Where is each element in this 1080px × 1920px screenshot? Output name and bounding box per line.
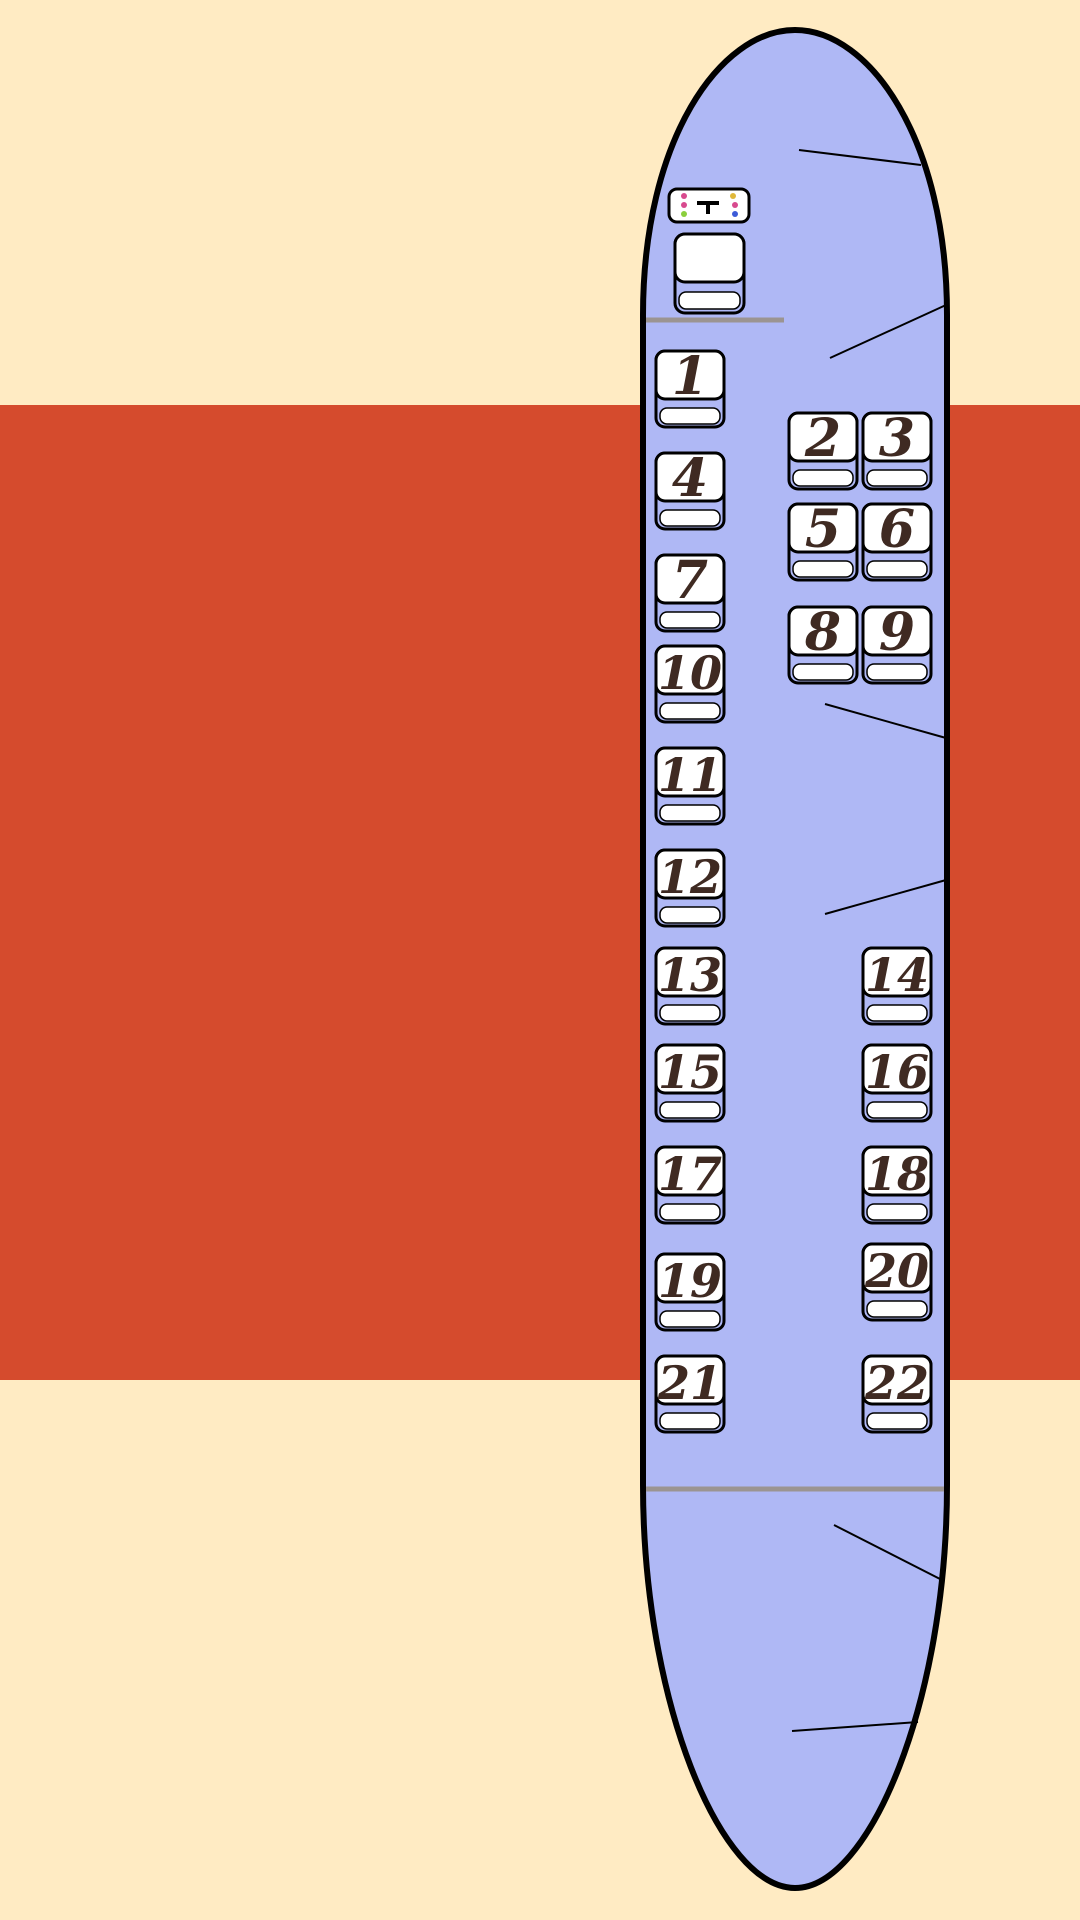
seat-number: 7 xyxy=(671,550,709,611)
seat-cushion xyxy=(867,561,927,577)
seat-cushion xyxy=(867,664,927,680)
seat-cushion xyxy=(660,703,720,719)
seat-20[interactable] xyxy=(863,1244,931,1320)
seat-22[interactable] xyxy=(863,1356,931,1432)
seat-18[interactable] xyxy=(863,1147,931,1223)
seat-number: 11 xyxy=(657,748,723,802)
seat-number: 3 xyxy=(878,408,916,469)
driver-area xyxy=(669,189,749,313)
seat-7[interactable] xyxy=(656,550,724,631)
seat-number: 5 xyxy=(804,499,842,560)
seat-cushion xyxy=(867,1413,927,1429)
seat-cushion xyxy=(793,561,853,577)
seat-8[interactable] xyxy=(789,602,857,683)
seat-number: 19 xyxy=(657,1254,723,1308)
seat-cushion xyxy=(660,805,720,821)
seat-number: 17 xyxy=(657,1147,723,1201)
seat-1[interactable] xyxy=(656,346,724,427)
seat-12[interactable] xyxy=(656,850,724,926)
seat-cushion xyxy=(660,612,720,628)
seat-14[interactable] xyxy=(863,948,931,1024)
seat-cushion xyxy=(660,1102,720,1118)
seat-6[interactable] xyxy=(863,499,931,580)
seat-4[interactable] xyxy=(656,448,724,529)
seat-5[interactable] xyxy=(789,499,857,580)
seat-2[interactable] xyxy=(789,408,857,489)
seat-number: 9 xyxy=(878,602,916,663)
seat-13[interactable] xyxy=(656,948,724,1024)
seat-cushion xyxy=(867,1005,927,1021)
seat-cushion xyxy=(660,1413,720,1429)
seat-number: 20 xyxy=(864,1244,930,1298)
seat-21[interactable] xyxy=(656,1356,724,1432)
seat-number: 15 xyxy=(657,1045,723,1099)
seat-9[interactable] xyxy=(863,602,931,683)
seat-number: 2 xyxy=(804,408,842,469)
seat-number: 8 xyxy=(804,602,842,663)
seat-number: 18 xyxy=(864,1147,930,1201)
seat-cushion xyxy=(867,1301,927,1317)
seat-15[interactable] xyxy=(656,1045,724,1121)
seat-17[interactable] xyxy=(656,1147,724,1223)
seat-number: 22 xyxy=(864,1356,930,1410)
seat-3[interactable] xyxy=(863,408,931,489)
seat-cushion xyxy=(660,1005,720,1021)
seat-cushion xyxy=(867,470,927,486)
seat-number: 14 xyxy=(864,948,930,1002)
seat-16[interactable] xyxy=(863,1045,931,1121)
seat-number: 12 xyxy=(657,850,723,904)
seat-19[interactable] xyxy=(656,1254,724,1330)
seat-number: 21 xyxy=(657,1356,723,1410)
seat-cushion xyxy=(660,510,720,526)
seat-cushion xyxy=(867,1102,927,1118)
driver-seat xyxy=(675,234,744,313)
seat-number: 13 xyxy=(657,948,723,1002)
seat-10[interactable] xyxy=(656,646,724,722)
seat-number: 10 xyxy=(657,646,723,700)
seat-11[interactable] xyxy=(656,748,724,824)
seat-number: 16 xyxy=(864,1045,930,1099)
seat-number: 1 xyxy=(671,346,709,407)
seat-cushion xyxy=(793,664,853,680)
seat-cushion xyxy=(660,907,720,923)
seat-cushion xyxy=(660,1311,720,1327)
seat-cushion xyxy=(867,1204,927,1220)
seat-number: 6 xyxy=(878,499,916,560)
seat-cushion xyxy=(660,1204,720,1220)
seat-cushion xyxy=(660,408,720,424)
seat-number: 4 xyxy=(671,448,709,509)
steering-wheel-icon xyxy=(669,189,749,222)
seat-cushion xyxy=(793,470,853,486)
